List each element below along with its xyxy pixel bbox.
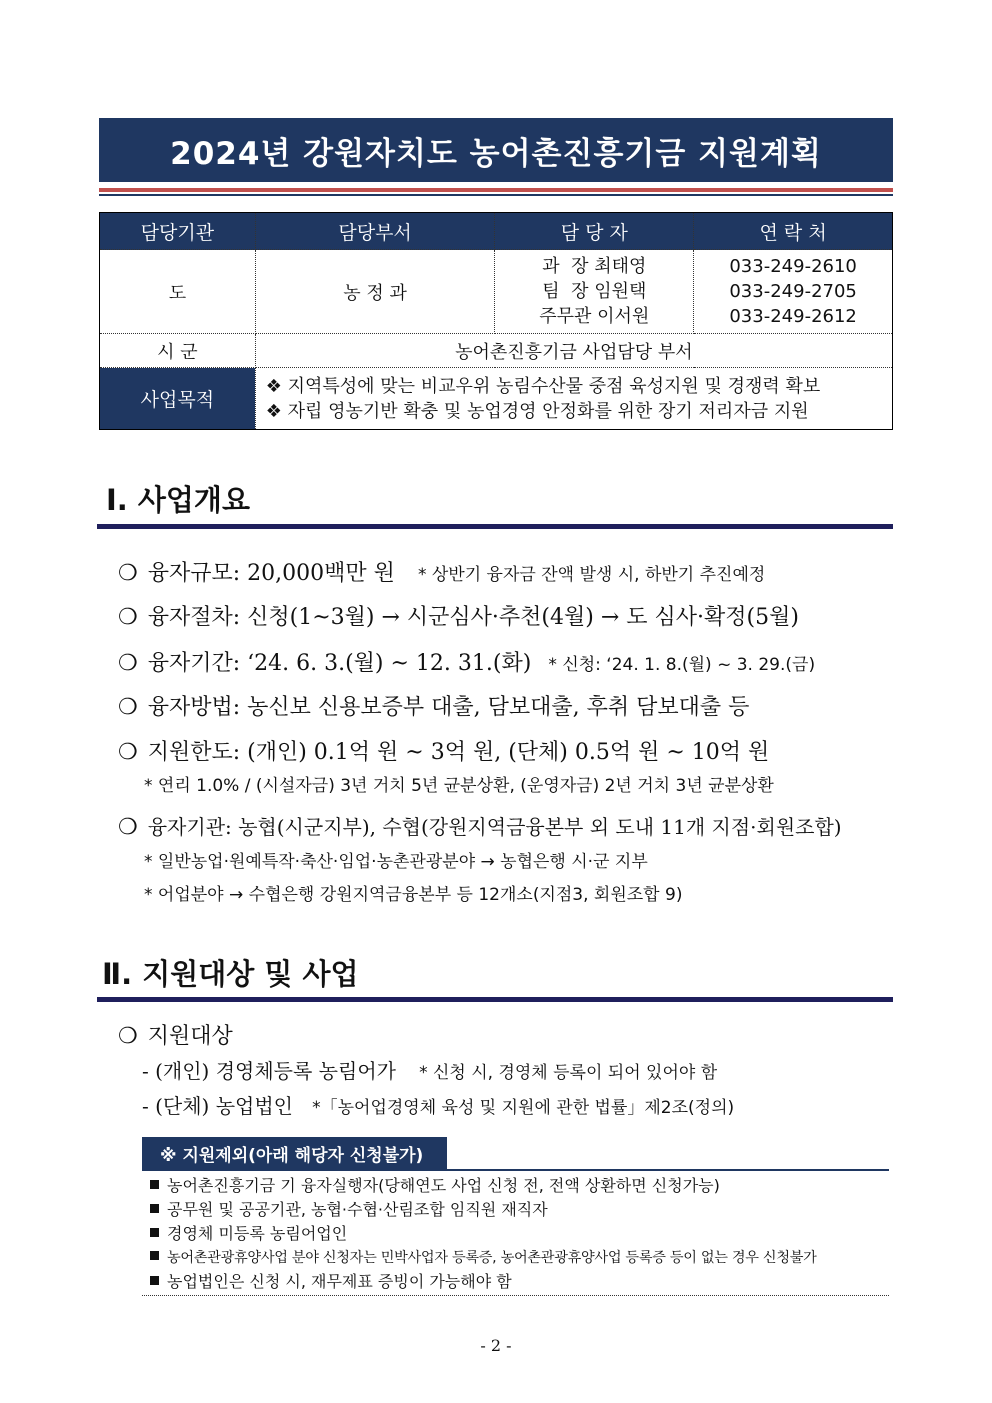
person-1: 과 장 최태영	[542, 256, 647, 277]
sigun-agency: 시 군	[100, 334, 256, 368]
do-agency: 도	[100, 250, 256, 334]
overview-item-scale: ❍ 융자규모: 20,000백만 원 * 상반기 융자금 잔액 발생 시, 하반기 추진예정	[118, 561, 766, 586]
header-department: 담당부서	[255, 213, 495, 250]
overview-item-procedure: ❍ 융자절차: 신청(1~3월) → 시군심사·추천(4월) → 도 심사·확정(5월)	[118, 605, 799, 630]
do-department: 농 정 과	[255, 250, 495, 334]
list-item: 공무원 및 공공기관, 농협·수협·산림조합 임직원 재직자	[150, 1198, 889, 1222]
exclusion-header: ※ 지원제외(아래 해당자 신청불가)	[142, 1137, 447, 1169]
contact-table	[99, 212, 893, 430]
sigun-department: 농어촌진흥기금 사업담당 부서	[255, 334, 892, 368]
phone-2: 033-249-2705	[729, 281, 857, 302]
section-2-title: Ⅱ. 지원대상 및 사업	[102, 957, 359, 991]
do-contacts	[694, 250, 893, 334]
title-underline-red	[99, 188, 893, 192]
document-title: 2024년 강원자치도 농어촌진흥기금 지원계획	[99, 118, 893, 182]
circle-bullet-icon: ❍	[118, 651, 138, 676]
overview-item-method: ❍ 융자방법: 농신보 신용보증부 대출, 담보대출, 후취 담보대출 등	[118, 695, 750, 720]
purpose-item-2: ❖ 자립 영농기반 확충 및 농업경영 안정화를 위한 장기 저리자금 지원	[265, 400, 809, 422]
list-item: 농어촌진흥기금 기 융자실행자(당해연도 사업 신청 전, 전액 상환하면 신청가능)	[150, 1174, 889, 1198]
section-1-title: Ⅰ. 사업개요	[106, 483, 250, 517]
circle-bullet-icon: ❍	[118, 815, 138, 840]
list-item: 농어촌관광휴양사업 분야 신청자는 민박사업자 등록증, 농어촌관광휴양사업 등록증 등이 없는 경우 신청불가	[150, 1246, 889, 1270]
header-contact: 연 락 처	[694, 213, 893, 250]
section-2-rule	[97, 997, 893, 1002]
overview-item-limit: ❍ 지원한도: (개인) 0.1억 원 ~ 3억 원, (단체) 0.5억 원 ~ 10억 원	[118, 740, 770, 765]
target-individual: - (개인) 경영체등록 농림어가 * 신청 시, 경영체 등록이 되어 있어야 함	[142, 1059, 718, 1083]
circle-bullet-icon: ❍	[118, 695, 138, 720]
purpose-label: 사업목적	[100, 368, 256, 430]
square-bullet-icon	[150, 1276, 159, 1285]
section-1-rule	[97, 524, 893, 529]
overview-item-institution: ❍ 융자기관: 농협(시군지부), 수협(강원지역금융본부 외 도내 11개 지점·회원조합)	[118, 815, 842, 840]
header-person: 담 당 자	[495, 213, 694, 250]
do-persons	[495, 250, 694, 334]
circle-bullet-icon: ❍	[118, 740, 138, 765]
circle-bullet-icon: ❍	[118, 1024, 138, 1049]
header-agency: 담당기관	[100, 213, 256, 250]
circle-bullet-icon: ❍	[118, 561, 138, 586]
purpose-items	[255, 368, 892, 430]
phone-3: 033-249-2612	[729, 306, 857, 327]
square-bullet-icon	[150, 1251, 159, 1260]
purpose-item-1: ❖ 지역특성에 맞는 비교우위 농림수산물 중점 육성지원 및 경쟁력 확보	[265, 375, 821, 397]
target-group: - (단체) 농업법인 *「농어업경영체 육성 및 지원에 관한 법률」제2조(정의)	[142, 1094, 735, 1118]
square-bullet-icon	[150, 1228, 159, 1237]
circle-bullet-icon: ❍	[118, 605, 138, 630]
institution-note-1: * 일반농업·원예특작·축산·임업·농촌관광분야 → 농협은행 시·군 지부	[144, 852, 648, 872]
target-heading: ❍ 지원대상	[118, 1024, 233, 1049]
title-underline-navy	[99, 194, 893, 196]
list-item: 농업법인은 신청 시, 재무제표 증빙이 가능해야 함	[150, 1270, 889, 1294]
exclusion-list	[150, 1174, 889, 1294]
exclusion-rule	[142, 1169, 889, 1171]
person-2: 팀 장 임원택	[542, 281, 647, 302]
square-bullet-icon	[150, 1180, 159, 1189]
limit-note: * 연리 1.0% / (시설자금) 3년 거치 5년 균분상환, (운영자금) 2년 거치 3년 균분상환	[144, 776, 774, 796]
exclusion-bottom-rule	[142, 1295, 889, 1296]
phone-1: 033-249-2610	[729, 256, 857, 277]
page-number: - 2 -	[480, 1336, 512, 1355]
list-item: 경영체 미등록 농림어업인	[150, 1222, 889, 1246]
overview-item-period: ❍ 융자기간: ‘24. 6. 3.(월) ~ 12. 31.(화) * 신청: ‘24. 1. 8.(월) ~ 3. 29.(금)	[118, 651, 816, 676]
square-bullet-icon	[150, 1204, 159, 1213]
institution-note-2: * 어업분야 → 수협은행 강원지역금융본부 등 12개소(지점3, 회원조합 9)	[144, 885, 683, 905]
person-3: 주무관 이서원	[539, 306, 650, 327]
